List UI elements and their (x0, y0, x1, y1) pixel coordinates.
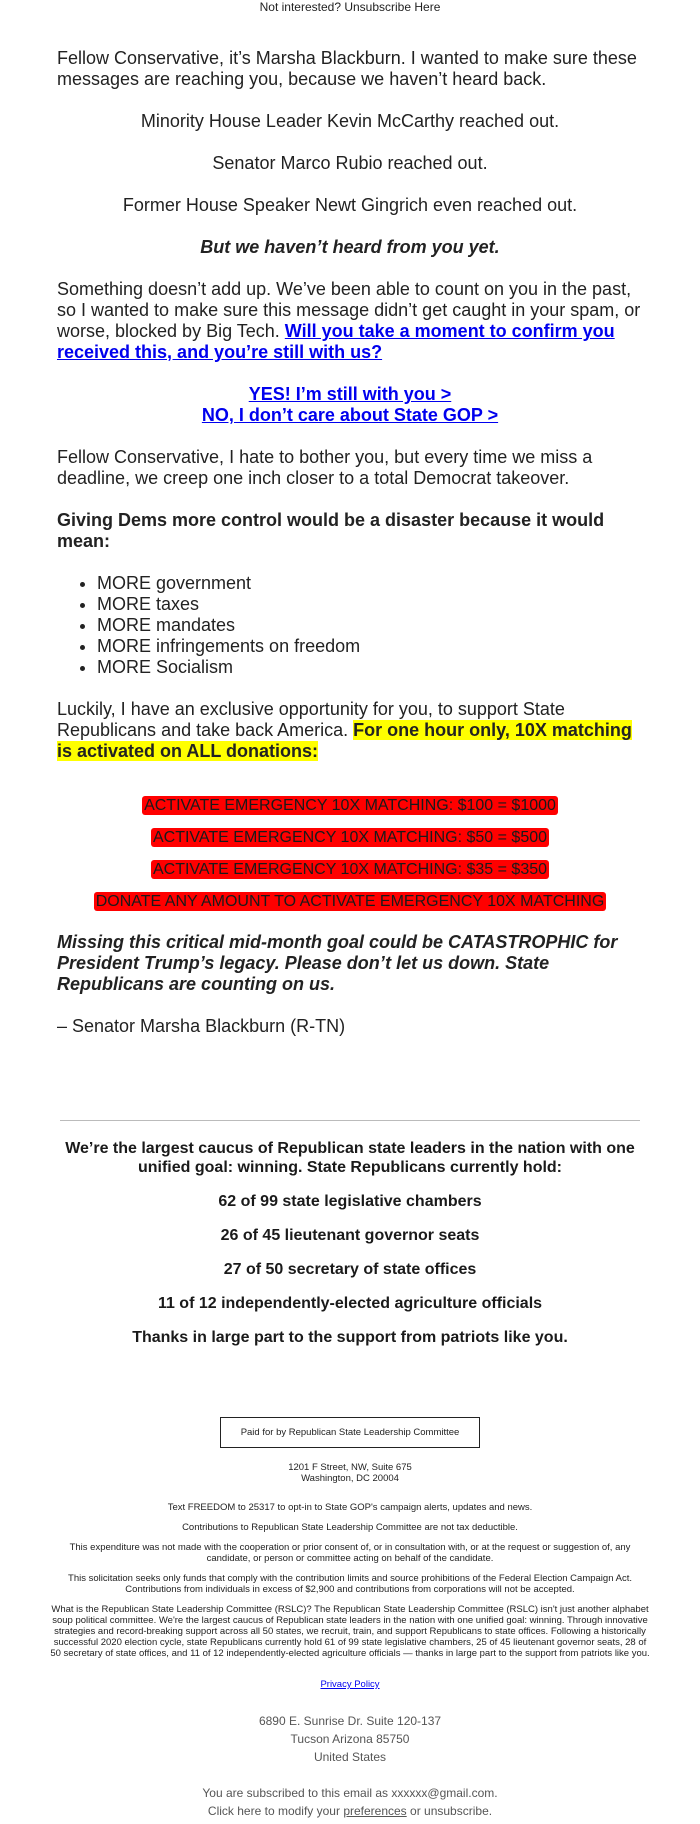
solicitation-disclaimer: This solicitation seeks only funds that comply with the contribution limits and source prohibitions of the Federal Election Campaign Act. Contributions from individuals in excess of $2,900 and contributions from corporations will not be accepted. (68, 1573, 632, 1595)
disaster-heading: Giving Dems more control would be a disaster because it would mean: (57, 510, 605, 551)
list-item: • MORE taxes (97, 594, 643, 615)
mail-line: United States (313, 1750, 387, 1764)
modify-prefix: Click here to modify your (207, 1804, 344, 1818)
reached-out-rubio: Senator Marco Rubio reached out. (212, 153, 488, 173)
donate-35-button[interactable]: ACTIVATE EMERGENCY 10X MATCHING: $35 = $350 (152, 861, 548, 878)
text-freedom: Text FREEDOM to 25317 to opt-in to State GOP's campaign alerts, updates and news. (167, 1502, 533, 1513)
donate-50-button[interactable]: ACTIVATE EMERGENCY 10X MATCHING: $50 = $500 (152, 829, 548, 846)
reached-out-mccarthy: Minority House Leader Kevin McCarthy reached out. (140, 111, 560, 131)
committee-address (50, 1462, 650, 1484)
divider (60, 1120, 640, 1121)
donate-100-button[interactable]: ACTIVATE EMERGENCY 10X MATCHING: $100 = $1000 (144, 797, 556, 814)
stat-item: 11 of 12 independently-elected agriculture officials (157, 1295, 543, 1312)
about-rslc: What is the Republican State Leadership Committee (RSLC)? The Republican State Leadership Committee (RSLC) isn't just another alphabet soup political committee. We're the largest caucus of Republican state leaders in the nation with one unified goal: winning. Through innovative strategies and record-breaking support across all 50 states, we recruit, train, and support Republicans to state offices. Following a historically successful 2020 election cycle, state Republicans currently hold 61 of 99 state legislative chambers, 25 of 45 lieutenant governor seats, 28 of 50 secretary of state offices, and 11 of 12 independently-elected agriculture officials — thanks in large part to the support from patriots like you. (50, 1604, 650, 1659)
unsubscribe-link[interactable]: Not interested? Unsubscribe Here (259, 0, 441, 14)
preferences-link[interactable]: preferences (343, 1804, 407, 1818)
expenditure-disclaimer: This expenditure was not made with the cooperation or prior consent of, or in consultation with, or at the request or suggestion of, any candidate, or person or committee acting on behalf of the candidate. (69, 1542, 631, 1564)
donate-any-button[interactable]: DONATE ANY AMOUNT TO ACTIVATE EMERGENCY 10X MATCHING (95, 893, 605, 910)
deadline-paragraph: Fellow Conservative, I hate to bother you, but every time we miss a deadline, we creep one inch closer to a total Democrat takeover. (57, 447, 593, 488)
intro-paragraph: Fellow Conservative, it’s Marsha Blackburn. I wanted to make sure these messages are reaching you, because we haven’t heard back. (57, 48, 637, 89)
reached-out-gingrich: Former House Speaker Newt Gingrich even reached out. (122, 195, 578, 215)
donate-buttons (57, 794, 643, 911)
footer (50, 1417, 650, 1690)
closing-paragraph: Missing this critical mid-month goal could be CATASTROPHIC for President Trump’s legacy. Please don’t let us down. State Republicans are counting on us. (57, 932, 618, 994)
confirm-link[interactable]: Will you take a moment to confirm you received this, and you’re still with us? (57, 321, 615, 362)
subscribed-email: xxxxxx@gmail.com. (391, 1786, 498, 1800)
stats-section (57, 1139, 643, 1347)
stats-intro: We’re the largest caucus of Republican state leaders in the nation with one unified goal: winning. State Republicans currently hold: (65, 1140, 635, 1176)
opportunity-text: Luckily, I have an exclusive opportunity for you, to support State Republicans and take back America. (57, 699, 565, 740)
stat-item: 62 of 99 state legislative chambers (218, 1193, 482, 1210)
stat-item: 27 of 50 secretary of state offices (223, 1261, 477, 1278)
list-item: • MORE government (97, 573, 643, 594)
list-item: • MORE mandates (97, 615, 643, 636)
opportunity-paragraph (57, 699, 643, 762)
list-item: • MORE infringements on freedom (97, 636, 643, 657)
modify-line (0, 1802, 700, 1820)
no-dont-care-link[interactable]: NO, I don’t care about State GOP > (201, 405, 499, 425)
subscribed-line (0, 1784, 700, 1802)
modify-mid: or (406, 1804, 425, 1818)
mailing-address (0, 1712, 700, 1766)
signature: – Senator Marsha Blackburn (R-TN) (57, 1016, 346, 1036)
mail-line: 6890 E. Sunrise Dr. Suite 120-137 (258, 1714, 442, 1728)
not-heard-heading: But we haven’t heard from you yet. (200, 237, 500, 257)
address-line: 1201 F Street, NW, Suite 675 (288, 1462, 412, 1473)
stat-item: 26 of 45 lieutenant governor seats (220, 1227, 480, 1244)
unsubscribe-footer-link[interactable]: unsubscribe. (424, 1804, 493, 1818)
matching-highlight: For one hour only, 10X matching is activated on ALL donations: (57, 720, 632, 761)
choices (57, 384, 643, 426)
spam-text: Something doesn’t add up. We’ve been able to count on you in the past, so I wanted to make sure this message didn’t get caught in your spam, or worse, blocked by Big Tech. (57, 279, 641, 341)
top-bar (0, 0, 700, 24)
yes-still-with-you-link[interactable]: YES! I’m still with you > (248, 384, 452, 404)
paid-for-box: Paid for by Republican State Leadership Committee (220, 1417, 480, 1448)
list-item: • MORE Socialism (97, 657, 643, 678)
subscribed-prefix: You are subscribed to this email as (202, 1786, 392, 1800)
email-body (57, 48, 643, 1037)
subscription-info (0, 1784, 700, 1820)
address-line: Washington, DC 20004 (301, 1473, 399, 1484)
not-deductible: Contributions to Republican State Leadership Committee are not tax deductible. (182, 1522, 518, 1533)
stats-thanks: Thanks in large part to the support from patriots like you. (132, 1329, 568, 1346)
more-list (57, 573, 643, 678)
privacy-policy-link[interactable]: Privacy Policy (320, 1679, 380, 1690)
spam-paragraph (57, 279, 643, 363)
mail-line: Tucson Arizona 85750 (290, 1732, 410, 1746)
